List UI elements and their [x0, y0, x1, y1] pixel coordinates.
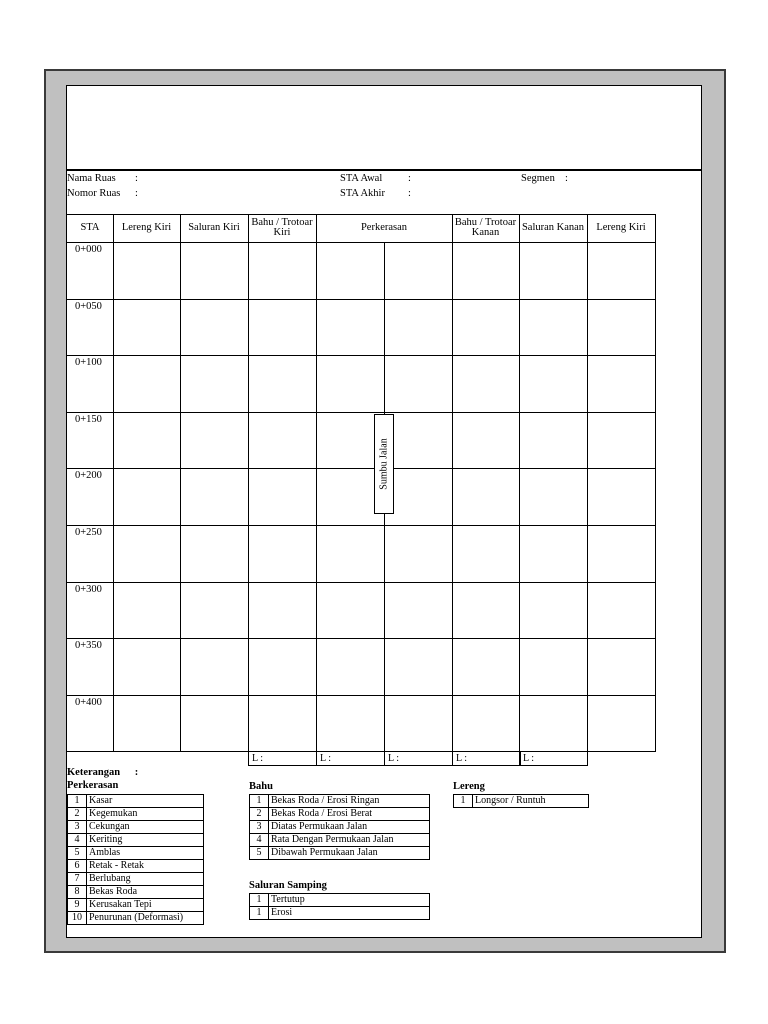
width-l-box[interactable]: L :: [316, 751, 385, 766]
lereng-legend: [453, 794, 589, 808]
sta-row-label: 0+200: [75, 470, 102, 481]
nama-ruas-label: Nama Ruas: [67, 173, 116, 184]
legend-row: [68, 899, 204, 912]
legend-row: [68, 821, 204, 834]
grid-row-line: [67, 638, 656, 639]
legend-row: [68, 912, 204, 925]
nomor-ruas-field: [67, 188, 143, 199]
saluran-legend: [249, 893, 430, 920]
nama-ruas-field: [67, 173, 143, 184]
sta-row-label: 0+050: [75, 301, 102, 312]
sta-row-label: 0+300: [75, 584, 102, 595]
legend-label: Keriting: [87, 834, 204, 847]
legend-row: [68, 834, 204, 847]
legend-number: 2: [250, 808, 269, 821]
legend-row: [250, 808, 430, 821]
legend-number: 1: [250, 795, 269, 808]
legend-label: Cekungan: [87, 821, 204, 834]
segmen-colon: :: [565, 173, 568, 184]
legend-label: Bekas Roda / Erosi Ringan: [269, 795, 430, 808]
grid-column-line: [316, 214, 317, 752]
legend-number: 8: [68, 886, 87, 899]
grid-column-line: [587, 214, 588, 752]
legend-number: 9: [68, 899, 87, 912]
bahu-title: Bahu: [249, 781, 273, 792]
keterangan-colon: :: [134, 767, 139, 778]
header-box: [67, 86, 701, 171]
legend-label: Berlubang: [87, 873, 204, 886]
legend-number: 3: [68, 821, 87, 834]
width-l-box[interactable]: L :: [248, 751, 317, 766]
grid-row-line: [67, 355, 656, 356]
nomor-ruas-label: Nomor Ruas: [67, 188, 121, 199]
legend-number: 2: [68, 808, 87, 821]
grid-row-line: [67, 299, 656, 300]
legend-row: [250, 821, 430, 834]
grid-column-line: [655, 214, 656, 752]
column-header: Lereng Kiri: [121, 222, 172, 233]
legend-row: [250, 847, 430, 860]
legend-number: 4: [68, 834, 87, 847]
grid-row-line: [67, 412, 656, 413]
column-header: Saluran Kiri: [188, 222, 240, 233]
legend-number: 6: [68, 860, 87, 873]
legend-label: Retak - Retak: [87, 860, 204, 873]
legend-row: [68, 886, 204, 899]
segmen-field: [521, 173, 573, 184]
sta-awal-colon: :: [408, 173, 411, 184]
legend-label: Kegemukan: [87, 808, 204, 821]
legend-row: [68, 808, 204, 821]
legend-number: 1: [454, 795, 473, 808]
saluran-title: Saluran Samping: [249, 880, 327, 891]
legend-label: Kasar: [87, 795, 204, 808]
sta-akhir-label: STA Akhir: [340, 188, 385, 199]
grid-column-line: [113, 214, 114, 752]
grid-header-line: [67, 242, 656, 243]
legend-number: 5: [250, 847, 269, 860]
legend-row: [68, 860, 204, 873]
grid-column-line: [248, 214, 249, 752]
nomor-ruas-colon: :: [135, 188, 138, 199]
legend-number: 4: [250, 834, 269, 847]
sta-row-label: 0+350: [75, 640, 102, 651]
legend-row: [250, 795, 430, 808]
nama-ruas-colon: :: [135, 173, 138, 184]
grid-row-line: [67, 525, 656, 526]
legend-number: 5: [68, 847, 87, 860]
bahu-legend: [249, 794, 430, 860]
grid-row-line: [67, 695, 656, 696]
legend-label: Penurunan (Deformasi): [87, 912, 204, 925]
road-axis-label: Sumbu Jalan: [378, 438, 390, 490]
legend-number: 1: [250, 907, 269, 920]
legend-number: 10: [68, 912, 87, 925]
keterangan-title: [67, 767, 138, 778]
legend-label: Bekas Roda / Erosi Berat: [269, 808, 430, 821]
grid-column-line: [452, 214, 453, 752]
perkerasan-title: Perkerasan: [67, 780, 119, 791]
width-l-box[interactable]: L :: [452, 751, 521, 766]
legend-label: Longsor / Runtuh: [473, 795, 589, 808]
width-l-box[interactable]: L :: [519, 751, 588, 766]
sta-awal-label: STA Awal: [340, 173, 383, 184]
legend-label: Diatas Permukaan Jalan: [269, 821, 430, 834]
legend-number: 7: [68, 873, 87, 886]
legend-label: Erosi: [269, 907, 430, 920]
column-header: Lereng Kiri: [596, 222, 646, 233]
sta-akhir-colon: :: [408, 188, 411, 199]
column-header: Saluran Kanan: [521, 222, 585, 233]
width-l-box[interactable]: L :: [384, 751, 453, 766]
legend-row: [250, 894, 430, 907]
grid-column-line: [180, 214, 181, 752]
legend-row: [454, 795, 589, 808]
sta-row-label: 0+150: [75, 414, 102, 425]
legend-label: Rata Dengan Permukaan Jalan: [269, 834, 430, 847]
grid-row-line: [67, 468, 656, 469]
legend-number: 1: [68, 795, 87, 808]
legend-number: 1: [250, 894, 269, 907]
legend-label: Tertutup: [269, 894, 430, 907]
keterangan-label: Keterangan: [67, 767, 121, 778]
sta-akhir-field: [340, 188, 416, 199]
legend-label: Dibawah Permukaan Jalan: [269, 847, 430, 860]
legend-row: [68, 847, 204, 860]
sta-awal-field: [340, 173, 416, 184]
segmen-label: Segmen: [521, 173, 555, 184]
legend-label: Kerusakan Tepi: [87, 899, 204, 912]
column-header: Perkerasan: [360, 222, 408, 233]
legend-label: Bekas Roda: [87, 886, 204, 899]
column-header: Bahu / Trotoar Kiri: [251, 217, 313, 238]
sta-row-label: 0+100: [75, 357, 102, 368]
grid-row-line: [67, 582, 656, 583]
legend-label: Amblas: [87, 847, 204, 860]
column-header: STA: [80, 222, 100, 233]
column-header: Bahu / Trotoar Kanan: [454, 217, 517, 238]
grid-column-line: [519, 214, 520, 752]
legend-row: [68, 795, 204, 808]
sta-row-label: 0+000: [75, 244, 102, 255]
legend-row: [250, 834, 430, 847]
legend-number: 3: [250, 821, 269, 834]
sta-row-label: 0+400: [75, 697, 102, 708]
road-axis-box: [374, 414, 394, 514]
lereng-title: Lereng: [453, 781, 485, 792]
sta-row-label: 0+250: [75, 527, 102, 538]
legend-row: [250, 907, 430, 920]
perkerasan-legend: [67, 794, 204, 925]
legend-row: [68, 873, 204, 886]
